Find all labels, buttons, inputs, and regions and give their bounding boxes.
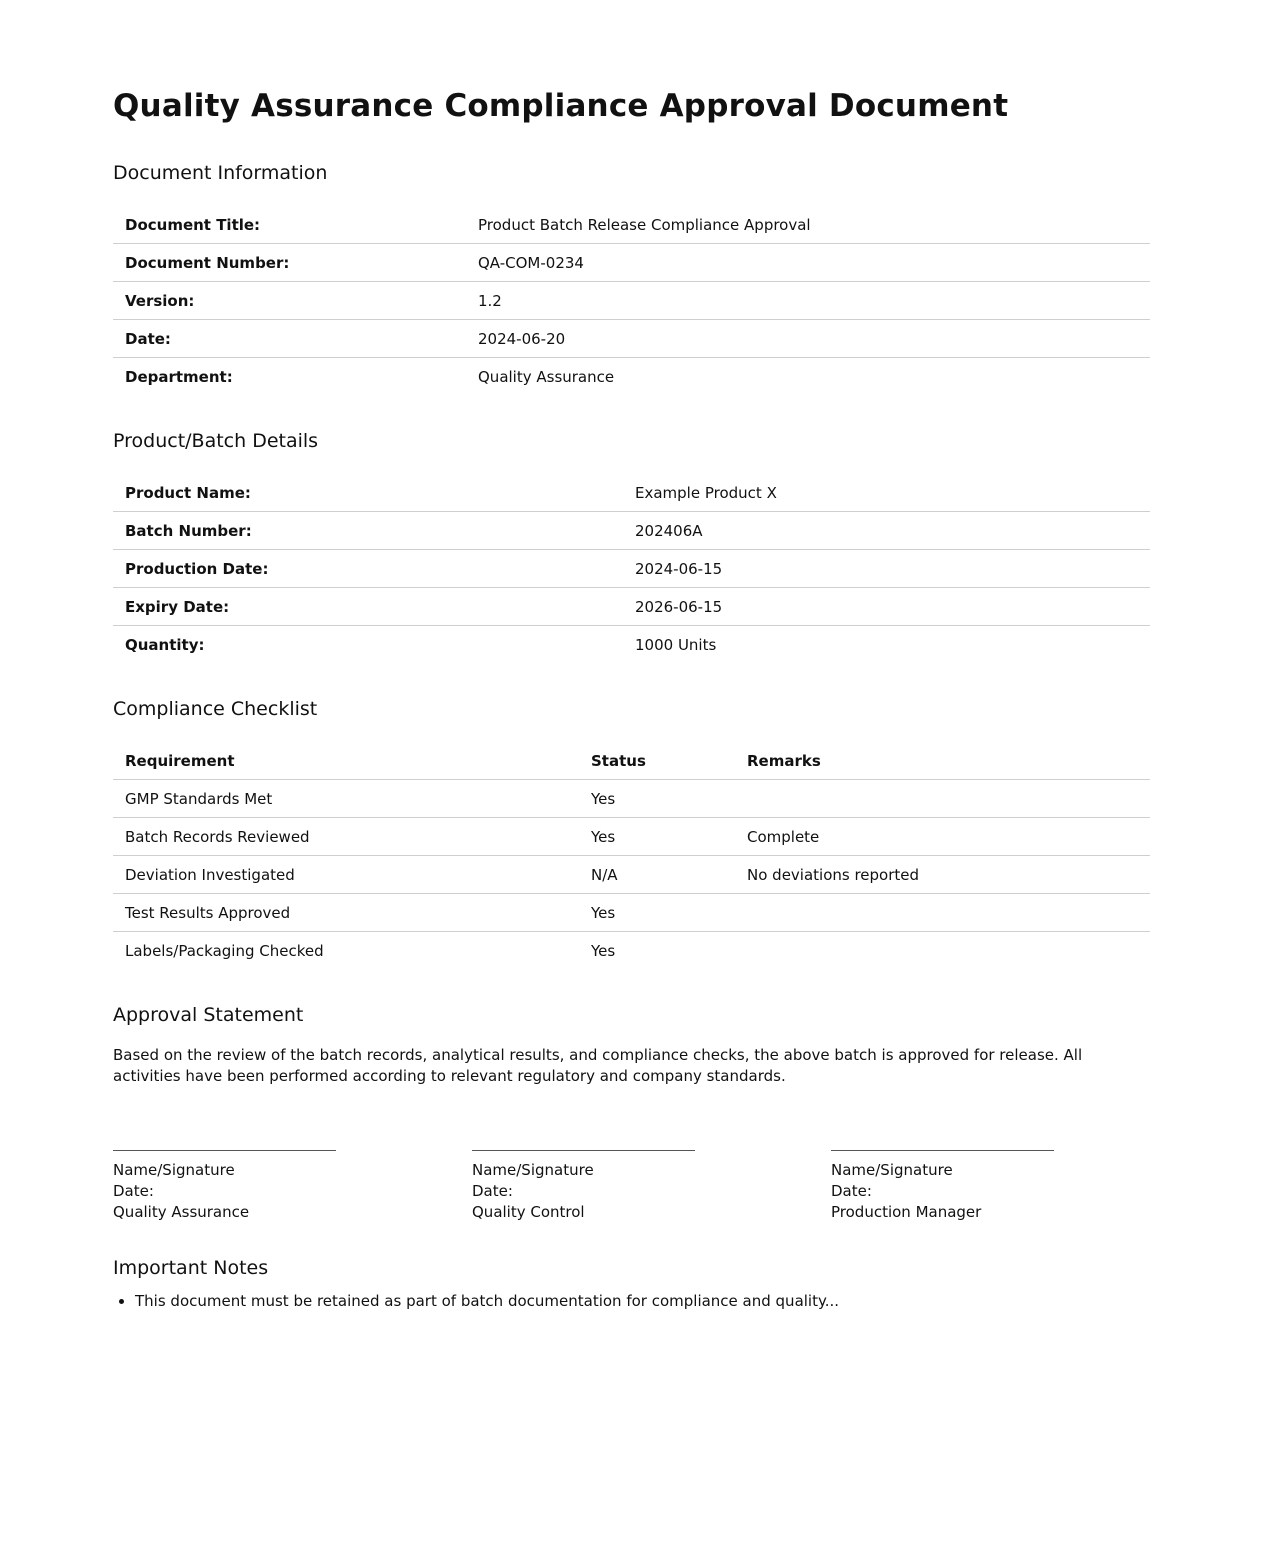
remarks-cell: Complete [735,818,1150,856]
status-cell: N/A [579,856,735,894]
signature-name-label: Name/Signature [113,1161,235,1179]
row-value: Quality Assurance [478,367,615,386]
table-row [113,474,1150,512]
row-label: Document Title: [113,206,466,244]
signature-role: Production Manager [831,1203,982,1221]
column-header-remarks: Remarks [735,742,1150,780]
checklist-heading: Compliance Checklist [113,698,318,720]
requirement-cell: Batch Records Reviewed [113,818,579,856]
row-value: QA-COM-0234 [466,244,1150,282]
signature-line[interactable] [831,1150,1054,1160]
signature-name-label: Name/Signature [831,1161,953,1179]
requirement-cell: Labels/Packaging Checked [125,941,324,960]
notes-list [113,1291,1150,1312]
table-row [113,206,1150,244]
doc-info-heading: Document Information [113,162,328,184]
table-row [113,550,1150,588]
status-cell: Yes [579,894,735,932]
notes-heading: Important Notes [113,1257,269,1279]
table-row [113,932,1150,970]
row-label: Date: [113,320,466,358]
row-label: Production Date: [113,550,623,588]
doc-info-table [113,206,1150,395]
row-value: Product Batch Release Compliance Approval [466,206,1150,244]
signature-date-label: Date: [113,1182,154,1200]
signature-name-label: Name/Signature [472,1161,594,1179]
table-row [113,780,1150,818]
status-cell: Yes [579,818,735,856]
remarks-cell [735,894,1150,932]
status-cell: Yes [591,941,616,960]
row-label: Version: [113,282,466,320]
notes-list-clip [113,1290,1150,1310]
row-value: 2026-06-15 [623,588,1150,626]
remarks-cell: No deviations reported [735,856,1150,894]
approval-heading: Approval Statement [113,1004,304,1026]
signature-block-qa [113,1150,336,1223]
signature-block-qc [472,1150,695,1223]
table-header-row [113,742,1150,780]
row-value: 202406A [623,512,1150,550]
batch-details-heading: Product/Batch Details [113,430,319,452]
table-row [113,244,1150,282]
table-row [113,588,1150,626]
signature-date-label: Date: [831,1182,872,1200]
list-item: • This document must be retained as part of batch documentation for compliance and quality... [135,1291,1150,1312]
row-value: 2024-06-20 [466,320,1150,358]
requirement-cell: Deviation Investigated [113,856,579,894]
signature-line[interactable] [113,1150,336,1160]
signature-role: Quality Assurance [113,1203,250,1221]
remarks-cell [735,932,1150,970]
requirement-cell: GMP Standards Met [113,780,579,818]
row-value: 1000 Units [635,635,717,654]
table-row [113,512,1150,550]
signature-role: Quality Control [472,1203,585,1221]
row-label: Product Name: [113,474,623,512]
row-label: Expiry Date: [113,588,623,626]
document-title: Quality Assurance Compliance Approval Document [113,88,1009,124]
row-value: 1.2 [466,282,1150,320]
row-value: Example Product X [623,474,1150,512]
row-label: Department: [125,367,233,386]
remarks-cell [735,780,1150,818]
approval-statement: Based on the review of the batch records, analytical results, and compliance checks, the above batch is approved for release. All activities have been performed according to relevant regulatory and company standards. [113,1046,1083,1085]
column-header-requirement: Requirement [113,742,579,780]
requirement-cell: Test Results Approved [113,894,579,932]
row-label: Batch Number: [113,512,623,550]
table-row [113,282,1150,320]
signature-date-label: Date: [472,1182,513,1200]
column-header-status: Status [579,742,735,780]
checklist-table [113,742,1150,969]
row-value: 2024-06-15 [623,550,1150,588]
row-label: Document Number: [113,244,466,282]
batch-details-table [113,474,1150,663]
table-row [113,856,1150,894]
table-row [113,818,1150,856]
table-row [113,320,1150,358]
table-row [113,358,1150,396]
signature-block-production [831,1150,1054,1223]
signature-line[interactable] [472,1150,695,1160]
status-cell: Yes [579,780,735,818]
table-row [113,894,1150,932]
row-label: Quantity: [125,635,205,654]
table-row [113,626,1150,664]
